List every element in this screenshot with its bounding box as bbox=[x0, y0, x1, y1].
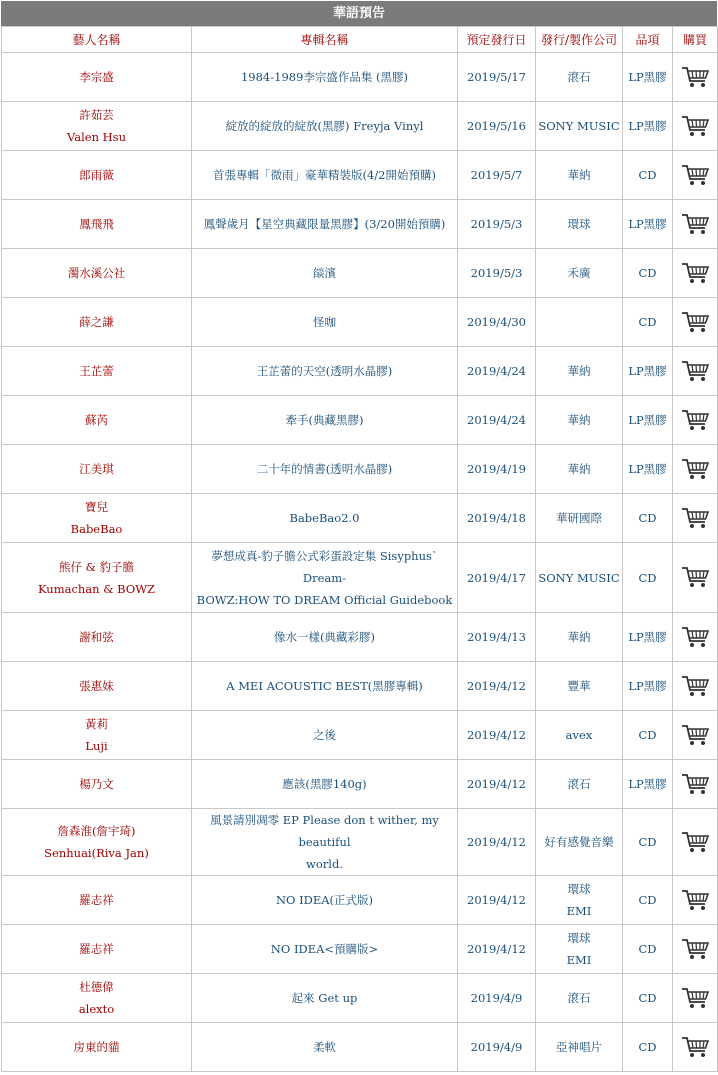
buy-cell bbox=[673, 711, 718, 760]
release-date: 2019/4/12 bbox=[458, 760, 536, 809]
label-name-line: avex bbox=[565, 728, 593, 742]
artist-name-line[interactable]: 黃莉 bbox=[85, 717, 108, 731]
label-name bbox=[536, 347, 623, 396]
label-name bbox=[536, 102, 623, 151]
artist-name[interactable] bbox=[2, 876, 192, 925]
table-row bbox=[2, 396, 718, 445]
shopping-cart-icon[interactable] bbox=[680, 624, 710, 648]
label-name-line: 禾廣 bbox=[567, 266, 591, 280]
buy-cell bbox=[673, 925, 718, 974]
buy-cell bbox=[673, 102, 718, 151]
header-buy: 購買 bbox=[673, 27, 718, 53]
table-row bbox=[2, 1023, 718, 1072]
artist-name-line[interactable]: 張惠妹 bbox=[79, 679, 114, 693]
artist-name[interactable] bbox=[2, 445, 192, 494]
buy-cell bbox=[673, 249, 718, 298]
shopping-cart-icon[interactable] bbox=[680, 505, 710, 529]
label-name bbox=[536, 298, 623, 347]
label-name-line: SONY MUSIC bbox=[538, 119, 620, 133]
format: CD bbox=[623, 151, 673, 200]
shopping-cart-icon[interactable] bbox=[680, 887, 710, 911]
label-name bbox=[536, 53, 623, 102]
album-title[interactable] bbox=[192, 445, 458, 494]
label-name bbox=[536, 151, 623, 200]
artist-name[interactable] bbox=[2, 711, 192, 760]
shopping-cart-icon[interactable] bbox=[680, 722, 710, 746]
artist-name-line[interactable]: 謝和弦 bbox=[79, 630, 114, 644]
label-name bbox=[536, 809, 623, 876]
artist-name-line[interactable]: 濁水溪公社 bbox=[67, 266, 126, 280]
table-row bbox=[2, 925, 718, 974]
release-date: 2019/4/17 bbox=[458, 543, 536, 613]
album-title[interactable] bbox=[192, 711, 458, 760]
buy-cell bbox=[673, 151, 718, 200]
shopping-cart-icon[interactable] bbox=[680, 985, 710, 1009]
album-title-line[interactable]: 鳳聲歲月【星空典藏限量黑膠】(3/20開始預購) bbox=[203, 217, 446, 231]
table-row bbox=[2, 613, 718, 662]
label-name-line: 好有感覺音樂 bbox=[544, 835, 614, 849]
format: LP黑膠 bbox=[623, 396, 673, 445]
album-title-line[interactable]: NO IDEA(正式版) bbox=[275, 893, 374, 907]
artist-name-line[interactable]: 江美琪 bbox=[79, 462, 114, 476]
format: LP黑膠 bbox=[623, 53, 673, 102]
release-table bbox=[1, 26, 718, 1072]
album-title-line[interactable]: BabeBao2.0 bbox=[289, 511, 360, 525]
label-name-line: 華納 bbox=[567, 413, 591, 427]
label-name bbox=[536, 711, 623, 760]
shopping-cart-icon[interactable] bbox=[680, 829, 710, 853]
release-date: 2019/4/18 bbox=[458, 494, 536, 543]
artist-name[interactable] bbox=[2, 200, 192, 249]
album-title-line[interactable]: 之後 bbox=[313, 728, 336, 742]
buy-cell bbox=[673, 876, 718, 925]
artist-name-line[interactable]: alexto bbox=[78, 1002, 115, 1016]
artist-name-line[interactable]: 李宗盛 bbox=[79, 70, 114, 84]
album-title[interactable] bbox=[192, 249, 458, 298]
artist-name[interactable] bbox=[2, 662, 192, 711]
artist-name[interactable] bbox=[2, 494, 192, 543]
album-title[interactable] bbox=[192, 200, 458, 249]
artist-name-line[interactable]: 郎雨薇 bbox=[79, 168, 114, 182]
table-row bbox=[2, 711, 718, 760]
buy-cell bbox=[673, 1023, 718, 1072]
buy-cell bbox=[673, 543, 718, 613]
shopping-cart-icon[interactable] bbox=[680, 1034, 710, 1058]
shopping-cart-icon[interactable] bbox=[680, 564, 710, 588]
label-name bbox=[536, 760, 623, 809]
artist-name-line[interactable]: BabeBao bbox=[70, 522, 123, 536]
release-date: 2019/4/24 bbox=[458, 396, 536, 445]
artist-name-line[interactable]: 熊仔 & 豹子膽 bbox=[58, 559, 135, 574]
artist-name[interactable] bbox=[2, 760, 192, 809]
artist-name[interactable] bbox=[2, 613, 192, 662]
format: CD bbox=[623, 543, 673, 613]
format: CD bbox=[623, 494, 673, 543]
format: CD bbox=[623, 1023, 673, 1072]
table-row bbox=[2, 543, 718, 613]
shopping-cart-icon[interactable] bbox=[680, 309, 710, 333]
artist-name[interactable] bbox=[2, 347, 192, 396]
table-row bbox=[2, 662, 718, 711]
label-name-line: 亞神唱片 bbox=[556, 1040, 602, 1054]
release-preview-panel bbox=[1, 1, 717, 1072]
album-title[interactable] bbox=[192, 494, 458, 543]
release-date: 2019/4/9 bbox=[458, 1023, 536, 1072]
label-name bbox=[536, 1023, 623, 1072]
label-name-line: 環球 bbox=[567, 217, 591, 231]
label-name-line: 滾石 bbox=[567, 777, 591, 791]
header-release-date: 預定發行日 bbox=[458, 27, 536, 53]
album-title[interactable] bbox=[192, 347, 458, 396]
artist-name[interactable] bbox=[2, 151, 192, 200]
release-date: 2019/4/24 bbox=[458, 347, 536, 396]
artist-name[interactable] bbox=[2, 249, 192, 298]
label-name-line: EMI bbox=[566, 904, 592, 918]
artist-name[interactable] bbox=[2, 298, 192, 347]
artist-name-line[interactable]: 鳳飛飛 bbox=[79, 217, 114, 231]
format: LP黑膠 bbox=[623, 662, 673, 711]
table-row bbox=[2, 53, 718, 102]
buy-cell bbox=[673, 200, 718, 249]
buy-cell bbox=[673, 445, 718, 494]
artist-name-line[interactable]: Kumachan & BOWZ bbox=[37, 581, 156, 596]
table-row bbox=[2, 974, 718, 1023]
label-name bbox=[536, 494, 623, 543]
artist-name-line[interactable]: 詹森淮(詹宇琦) bbox=[57, 824, 136, 838]
album-title[interactable] bbox=[192, 876, 458, 925]
artist-name[interactable] bbox=[2, 974, 192, 1023]
label-name bbox=[536, 876, 623, 925]
label-name-line: 環球 bbox=[567, 931, 591, 945]
album-title-line[interactable]: A MEI ACOUSTIC BEST(黑膠專輯) bbox=[226, 679, 423, 693]
artist-name-line[interactable]: 楊乃文 bbox=[79, 777, 114, 791]
format: CD bbox=[623, 249, 673, 298]
release-date: 2019/4/12 bbox=[458, 925, 536, 974]
artist-name-line[interactable]: 蘇芮 bbox=[85, 413, 108, 427]
artist-name[interactable] bbox=[2, 53, 192, 102]
format: LP黑膠 bbox=[623, 613, 673, 662]
album-title-line[interactable]: 綻放的綻放的綻放(黑膠) Freyja Vinyl bbox=[225, 119, 424, 133]
artist-name[interactable] bbox=[2, 543, 192, 613]
buy-cell bbox=[673, 494, 718, 543]
format: CD bbox=[623, 298, 673, 347]
label-name-line: 華研國際 bbox=[556, 511, 602, 525]
buy-cell bbox=[673, 347, 718, 396]
label-name bbox=[536, 200, 623, 249]
shopping-cart-icon[interactable] bbox=[680, 260, 710, 284]
format: LP黑膠 bbox=[623, 760, 673, 809]
album-title[interactable] bbox=[192, 53, 458, 102]
shopping-cart-icon[interactable] bbox=[680, 358, 710, 382]
album-title[interactable] bbox=[192, 760, 458, 809]
format: LP黑膠 bbox=[623, 445, 673, 494]
table-row bbox=[2, 445, 718, 494]
label-name-line: 華納 bbox=[567, 630, 591, 644]
label-name-line: EMI bbox=[566, 953, 592, 967]
artist-name-line[interactable]: 羅志祥 bbox=[79, 942, 114, 956]
label-name-line: 滾石 bbox=[567, 70, 591, 84]
album-title-line[interactable]: 起來 Get up bbox=[291, 991, 358, 1005]
artist-name-line[interactable]: 杜德偉 bbox=[79, 980, 114, 994]
album-title-line[interactable]: 首張專輯「微雨」豪華精裝版(4/2開始預購) bbox=[213, 168, 436, 182]
album-title-line[interactable]: NO IDEA<預購版> bbox=[270, 942, 379, 956]
label-name bbox=[536, 974, 623, 1023]
format: LP黑膠 bbox=[623, 200, 673, 249]
album-title[interactable] bbox=[192, 151, 458, 200]
release-date: 2019/4/12 bbox=[458, 809, 536, 876]
album-title[interactable] bbox=[192, 396, 458, 445]
artist-name-line[interactable]: 寶兒 bbox=[85, 500, 108, 514]
buy-cell bbox=[673, 396, 718, 445]
label-name bbox=[536, 396, 623, 445]
shopping-cart-icon[interactable] bbox=[680, 673, 710, 697]
table-row bbox=[2, 298, 718, 347]
table-row bbox=[2, 102, 718, 151]
release-date: 2019/5/3 bbox=[458, 249, 536, 298]
album-title-line[interactable]: 應該(黑膠140g) bbox=[282, 777, 367, 791]
label-name-line: 豐華 bbox=[567, 679, 591, 693]
album-title-line[interactable]: 像水一樣(典藏彩膠) bbox=[274, 630, 375, 644]
artist-name-line[interactable]: Valen Hsu bbox=[67, 130, 126, 144]
release-date: 2019/5/7 bbox=[458, 151, 536, 200]
artist-name[interactable] bbox=[2, 809, 192, 876]
shopping-cart-icon[interactable] bbox=[680, 64, 710, 88]
release-date: 2019/4/30 bbox=[458, 298, 536, 347]
format: CD bbox=[623, 876, 673, 925]
table-row bbox=[2, 151, 718, 200]
shopping-cart-icon[interactable] bbox=[680, 162, 710, 186]
release-date: 2019/4/12 bbox=[458, 876, 536, 925]
buy-cell bbox=[673, 809, 718, 876]
label-name-line: SONY MUSIC bbox=[538, 570, 620, 585]
artist-name[interactable] bbox=[2, 925, 192, 974]
release-date: 2019/5/16 bbox=[458, 102, 536, 151]
artist-name[interactable] bbox=[2, 1023, 192, 1072]
artist-name-line[interactable]: 羅志祥 bbox=[79, 893, 114, 907]
label-name bbox=[536, 662, 623, 711]
artist-name-line[interactable]: 王芷蕾 bbox=[79, 364, 114, 378]
buy-cell bbox=[673, 53, 718, 102]
shopping-cart-icon[interactable] bbox=[680, 456, 710, 480]
label-name bbox=[536, 613, 623, 662]
format: CD bbox=[623, 925, 673, 974]
artist-name-line[interactable]: Luji bbox=[85, 739, 108, 753]
label-name bbox=[536, 543, 623, 613]
label-name-line: 滾石 bbox=[567, 991, 591, 1005]
buy-cell bbox=[673, 662, 718, 711]
panel-title: 華語預告 bbox=[1, 1, 717, 26]
label-name-line: 環球 bbox=[567, 882, 591, 896]
album-title-line[interactable]: 王芷蕾的天空(透明水晶膠) bbox=[256, 364, 393, 378]
buy-cell bbox=[673, 760, 718, 809]
album-title[interactable] bbox=[192, 543, 458, 613]
artist-name[interactable] bbox=[2, 396, 192, 445]
shopping-cart-icon[interactable] bbox=[680, 407, 710, 431]
format: CD bbox=[623, 711, 673, 760]
release-date: 2019/4/12 bbox=[458, 662, 536, 711]
album-title[interactable] bbox=[192, 662, 458, 711]
artist-name-line[interactable]: 許茹芸 bbox=[79, 108, 114, 122]
artist-name-line[interactable]: 房東的貓 bbox=[73, 1040, 120, 1054]
table-row bbox=[2, 876, 718, 925]
album-title-line[interactable]: 風景請別凋零 EP Please don t wither, my beautiful bbox=[210, 813, 439, 849]
album-title-line[interactable]: world. bbox=[306, 857, 343, 871]
table-row bbox=[2, 809, 718, 876]
header-artist: 藝人名稱 bbox=[2, 27, 192, 53]
album-title-line[interactable]: 牽手(典藏黑膠) bbox=[285, 413, 364, 427]
table-row bbox=[2, 494, 718, 543]
label-name bbox=[536, 925, 623, 974]
release-date: 2019/5/17 bbox=[458, 53, 536, 102]
shopping-cart-icon[interactable] bbox=[680, 936, 710, 960]
release-date: 2019/5/3 bbox=[458, 200, 536, 249]
release-date: 2019/4/9 bbox=[458, 974, 536, 1023]
table-row bbox=[2, 347, 718, 396]
album-title[interactable] bbox=[192, 1023, 458, 1072]
format: CD bbox=[623, 974, 673, 1023]
header-format: 品項 bbox=[623, 27, 673, 53]
buy-cell bbox=[673, 298, 718, 347]
label-name bbox=[536, 249, 623, 298]
album-title-line[interactable]: 柔軟 bbox=[313, 1040, 336, 1054]
header-album: 專輯名稱 bbox=[192, 27, 458, 53]
format: LP黑膠 bbox=[623, 102, 673, 151]
album-title-line[interactable]: 1984-1989李宗盛作品集 (黑膠) bbox=[240, 70, 409, 84]
album-title[interactable] bbox=[192, 974, 458, 1023]
album-title[interactable] bbox=[192, 613, 458, 662]
artist-name-line[interactable]: Senhuai(Riva Jan) bbox=[44, 846, 149, 860]
table-row bbox=[2, 200, 718, 249]
album-title[interactable] bbox=[192, 102, 458, 151]
label-name-line: 華納 bbox=[567, 462, 591, 476]
label-name-line: 華納 bbox=[567, 168, 591, 182]
artist-name[interactable] bbox=[2, 102, 192, 151]
album-title-line[interactable]: BOWZ:HOW TO DREAM Official Guidebook bbox=[196, 592, 453, 607]
buy-cell bbox=[673, 974, 718, 1023]
format: LP黑膠 bbox=[623, 347, 673, 396]
table-header-row bbox=[2, 27, 718, 53]
album-title-line[interactable]: 怪咖 bbox=[313, 315, 336, 329]
album-title[interactable] bbox=[192, 925, 458, 974]
table-row bbox=[2, 760, 718, 809]
album-title-line[interactable]: 夢想成真-豹子膽公式彩蛋設定集 Sisyphus` Dream- bbox=[211, 548, 438, 585]
buy-cell bbox=[673, 613, 718, 662]
album-title[interactable] bbox=[192, 298, 458, 347]
shopping-cart-icon[interactable] bbox=[680, 113, 710, 137]
shopping-cart-icon[interactable] bbox=[680, 211, 710, 235]
table-row bbox=[2, 249, 718, 298]
album-title[interactable] bbox=[192, 809, 458, 876]
release-date: 2019/4/19 bbox=[458, 445, 536, 494]
album-title-line[interactable]: 二十年的情書(透明水晶膠) bbox=[256, 462, 393, 476]
label-name-line: 華納 bbox=[567, 364, 591, 378]
shopping-cart-icon[interactable] bbox=[680, 771, 710, 795]
label-name bbox=[536, 445, 623, 494]
format: CD bbox=[623, 809, 673, 876]
header-label: 發行/製作公司 bbox=[536, 27, 623, 53]
release-date: 2019/4/13 bbox=[458, 613, 536, 662]
artist-name-line[interactable]: 薛之謙 bbox=[79, 315, 114, 329]
album-title-line[interactable]: 燄濱 bbox=[313, 266, 336, 280]
release-date: 2019/4/12 bbox=[458, 711, 536, 760]
